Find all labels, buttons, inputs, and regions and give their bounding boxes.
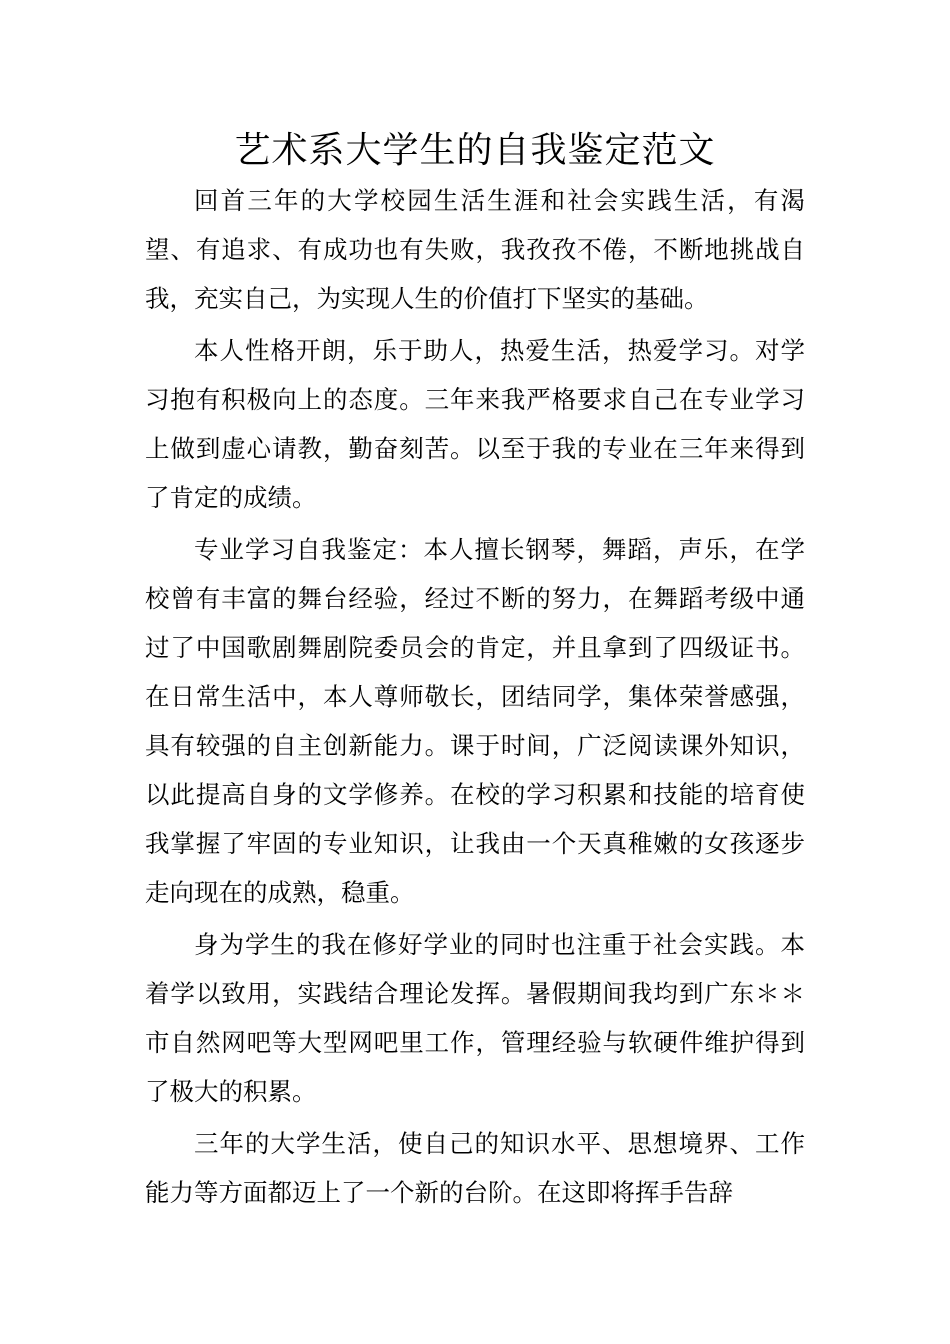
document-body — [145, 176, 805, 1220]
paragraph-intro: 回首三年的大学校园生活生涯和社会实践生活，有渴望、有追求、有成功也有失败，我孜孜不倦，不断地挑战自我，充实自己，为实现人生的价值打下坚实的基础。 — [145, 186, 805, 313]
paragraph-personality: 本人性格开朗，乐于助人，热爱生活，热爱学习。对学习抱有积极向上的态度。三年来我严格要求自己在专业学习上做到虚心请教，勤奋刻苦。以至于我的专业在三年来得到了肯定的成绩。 — [145, 336, 805, 512]
document-title: 艺术系大学生的自我鉴定范文 — [234, 130, 716, 171]
paragraph-conclusion: 三年的大学生活，使自己的知识水平、思想境界、工作能力等方面都迈上了一个新的台阶。在这即将挥手告辞 — [145, 1129, 805, 1207]
paragraph-professional-study: 专业学习自我鉴定：本人擅长钢琴，舞蹈，声乐，在学校曾有丰富的舞台经验，经过不断的努力，在舞蹈考级中通过了中国歌剧舞剧院委员会的肯定，并且拿到了四级证书。在日常生活中，本人尊师敬长，团结同学，集体荣誉感强，具有较强的自主创新能力。课于时间，广泛阅读课外知识，以此提高自身的文学修养。在校的学习积累和技能的培育使我掌握了牢固的专业知识，让我由一个天真稚嫩的女孩逐步走向现在的成熟，稳重。 — [145, 535, 805, 907]
paragraph-social-practice: 身为学生的我在修好学业的同时也注重于社会实践。本着学以致用，实践结合理论发挥。暑假期间我均到广东＊＊市自然网吧等大型网吧里工作，管理经验与软硬件维护得到了极大的积累。 — [145, 930, 805, 1106]
